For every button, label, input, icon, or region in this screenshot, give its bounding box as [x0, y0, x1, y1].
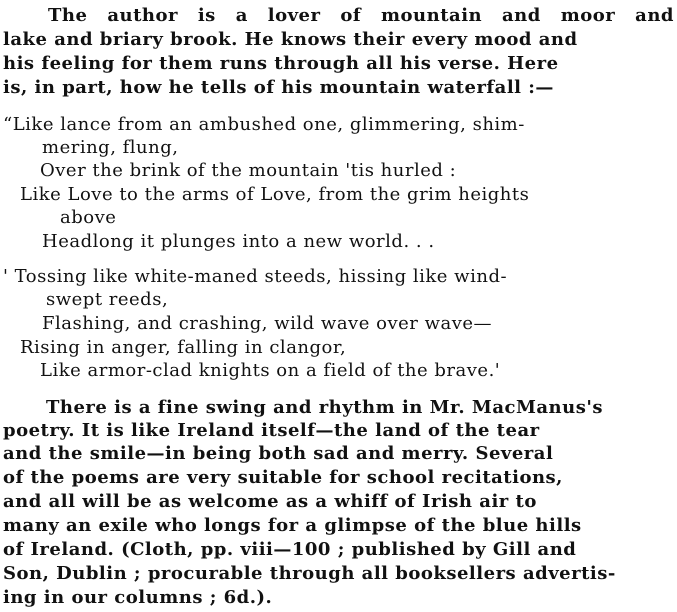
- closing-line-9: ing in our columns ; 6d.).: [3, 587, 273, 608]
- stanza2-line-3: Flashing, and crashing, wild wave over wave—: [42, 313, 493, 334]
- stanza2-line-4: Rising in anger, falling in clangor,: [20, 337, 347, 358]
- closing-line-2: poetry. It is like Ireland itself—the land of the tear: [3, 420, 540, 441]
- closing-line-4: of the poems are very suitable for school recitations,: [3, 467, 563, 488]
- intro-line-4: is, in part, how he tells of his mountain waterfall :—: [3, 77, 554, 98]
- stanza1-line-3: Over the brink of the mountain 'tis hurled :: [40, 160, 457, 181]
- stanza2-line-2: swept reeds,: [46, 289, 169, 310]
- stanza1-line-4: Like Love to the arms of Love, from the grim heights: [20, 184, 530, 205]
- closing-line-7: of Ireland. (Cloth, pp. viii—100 ; published by Gill and: [3, 539, 577, 560]
- intro-line-1: The author is a lover of mountain and moor and: [48, 5, 674, 26]
- closing-line-5: and all will be as welcome as a whiff of Irish air to: [3, 491, 537, 512]
- intro-line-2: lake and briary brook. He knows their every mood and: [3, 29, 578, 50]
- stanza1-line-5: above: [60, 207, 117, 228]
- intro-line-3: his feeling for them runs through all his verse. Here: [3, 53, 559, 74]
- closing-line-3: and the smile—in being both sad and merry. Several: [3, 443, 554, 464]
- stanza2-line-1: ' Tossing like white-maned steeds, hissing like wind-: [3, 266, 508, 287]
- closing-line-6: many an exile who longs for a glimpse of the blue hills: [3, 515, 582, 536]
- stanza1-line-6: Headlong it plunges into a new world. . .: [42, 231, 435, 252]
- stanza1-line-2: mering, flung,: [42, 137, 179, 158]
- stanza1-line-1: “Like lance from an ambushed one, glimmering, shim-: [3, 114, 525, 135]
- stanza2-line-5: Like armor-clad knights on a field of the brave.': [40, 360, 501, 381]
- closing-line-1: There is a fine swing and rhythm in Mr. MacManus's: [46, 397, 604, 418]
- closing-line-8: Son, Dublin ; procurable through all booksellers advertis-: [3, 563, 616, 584]
